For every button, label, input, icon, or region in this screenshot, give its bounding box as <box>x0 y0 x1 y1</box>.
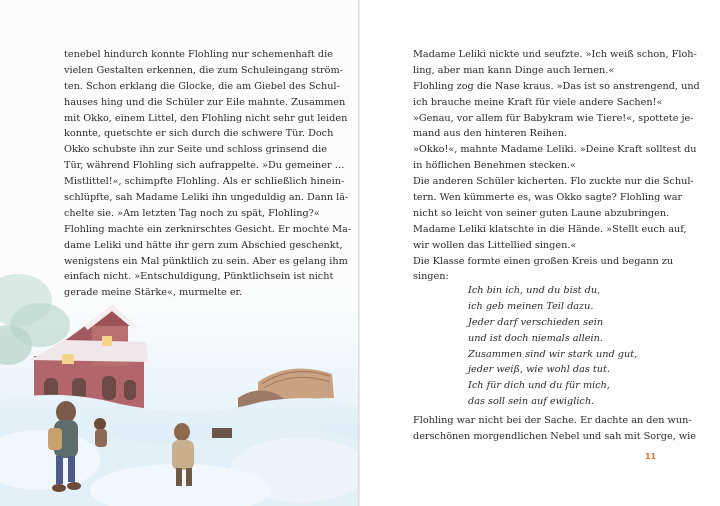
right-page-text <box>413 47 700 285</box>
text-line: vielen Gestalten erkennen, die zum Schuleingang ström- <box>64 64 343 76</box>
text-line: tern. Wen kümmerte es, was Okko sagte? Flohling war <box>413 192 683 204</box>
text-line: Flohling zog die Nase kraus. »Das ist so anstrengend, und <box>413 80 700 92</box>
page-number: 11 <box>645 452 657 461</box>
poem-line: Jeder darf verschieden sein <box>468 316 604 328</box>
text-line: ten. Schon erklang die Glocke, die am Giebel des Schul- <box>64 80 340 92</box>
text-line: Flohling machte ein zerknirschtes Gesicht. Er mochte Ma- <box>64 223 352 235</box>
text-line: ich brauche meine Kraft für viele andere Sachen!« <box>413 96 663 108</box>
poem-line: jeder weiß, wie wohl das tut. <box>468 364 611 376</box>
text-line: tenebel hindurch konnte Flohling nur schemenhaft die <box>64 49 333 60</box>
poem-line: Zusammen sind wir stark und gut, <box>468 348 638 360</box>
text-line: schlüpfte, sah Madame Leliki ihn ungeduldig an. Dann lä- <box>64 192 349 204</box>
text-line: »Genau, vor allem für Babykram wie Tiere!«, spottete je- <box>413 112 694 124</box>
text-line: Okko schubste ihn zur Seite und schloss grinsend die <box>64 144 328 156</box>
left-page <box>0 0 358 506</box>
text-line: »Okko!«, mahnte Madame Leliki. »Deine Kraft solltest du <box>413 144 697 156</box>
text-line: singen: <box>413 271 449 283</box>
text-line: dame Leliki und hätte ihr gern zum Abschied geschenkt, <box>64 239 343 251</box>
text-line: Die anderen Schüler kicherten. Flo zuckte nur die Schul- <box>413 176 694 188</box>
text-line: chelte sie. »Am letzten Tag noch zu spät, Flohling?« <box>64 207 320 219</box>
text-line: mand aus den hinteren Reihen. <box>413 128 568 140</box>
text-line: wir wollen das Littellied singen.« <box>413 239 577 251</box>
text-line: gerade meine Stärke«, murmelte er. <box>64 287 243 299</box>
text-line: nicht so leicht von seiner guten Laune abzubringen. <box>413 207 670 219</box>
text-line: Flohling war nicht bei der Sache. Er dachte an den wun- <box>413 415 692 426</box>
text-line: Madame Leliki klatschte in die Hände. »Stellt euch auf, <box>413 223 687 235</box>
song-verse <box>468 283 637 410</box>
text-line: hauses hing und die Schüler zur Eile mahnte. Zusammen <box>64 96 346 108</box>
text-line: mit Okko, einem Littel, den Flohling nicht sehr gut leiden <box>64 112 348 124</box>
text-line: derschönen morgendlichen Nebel und sah mit Sorge, wie <box>413 430 696 442</box>
text-line: Die Klasse formte einen großen Kreis und begann zu <box>413 255 674 267</box>
poem-line: das soll sein auf ewiglich. <box>468 396 595 408</box>
text-line: Tür, während Flohling sich aufrappelte. »Du gemeiner … <box>64 160 345 172</box>
right-page-bottom-text <box>413 413 696 445</box>
text-line: in höflichen Benehmen stecken.« <box>413 160 576 172</box>
text-line: Mistlittel!«, schimpfte Flohling. Als er schließlich hinein- <box>64 176 345 188</box>
poem-line: ich geb meinen Teil dazu. <box>468 300 594 312</box>
text-line: einfach nicht. »Entschuldigung, Pünktlichsein ist nicht <box>64 271 334 283</box>
poem-line: und ist doch niemals allein. <box>468 332 603 344</box>
text-line: konnte, quetschte er sich durch die schwere Tür. Doch <box>64 128 334 140</box>
text-line: Madame Leliki nickte und seufzte. »Ich weiß schon, Floh- <box>413 49 697 60</box>
text-line: ling, aber man kann Dinge auch lernen.« <box>413 64 615 76</box>
poem-line: Ich für dich und du für mich, <box>468 380 610 392</box>
poem-line: Ich bin ich, und du bist du, <box>468 285 601 296</box>
text-line: wenigstens ein Mal pünktlich zu sein. Aber es gelang ihm <box>64 255 348 267</box>
left-page-text <box>64 47 352 301</box>
